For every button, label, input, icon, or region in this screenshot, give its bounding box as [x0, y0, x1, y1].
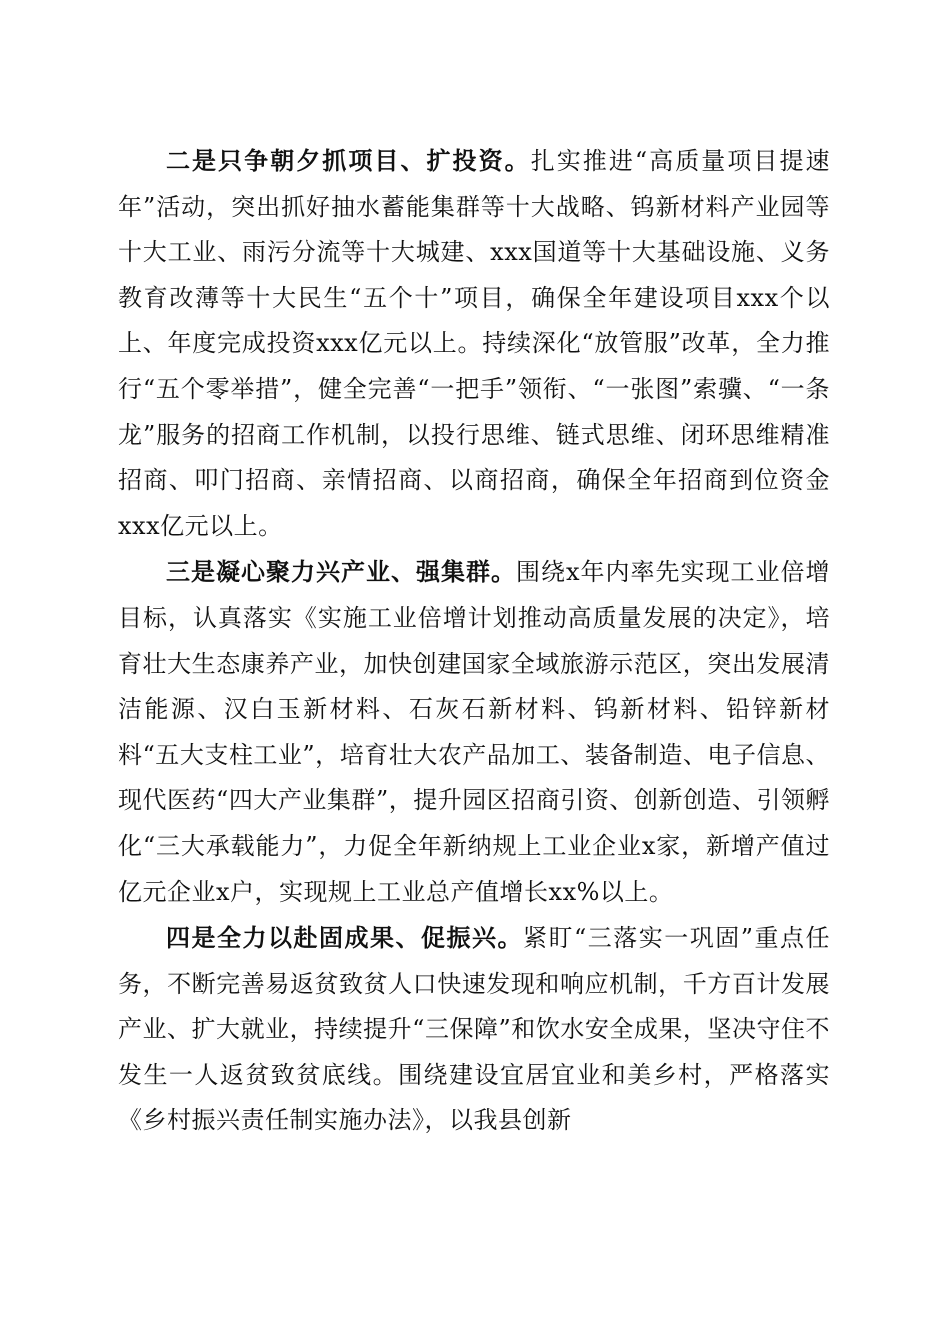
paragraph-industry-clusters	[118, 549, 830, 915]
paragraph-text: 围绕x年内率先实现工业倍增目标，认真落实《实施工业倍增计划推动高质量发展的决定》，培育壮大生态康养产业，加快创建国家全域旅游示范区，突出发展清洁能源、汉白玉新材料、石灰石新材料、钨新材料、铅锌新材料“五大支柱工业”，培育壮大农产品加工、装备制造、电子信息、现代医药“四大产业集群”，提升园区招商引资、创新创造、引领孵化“三大承载能力”，力促全年新纳规上工业企业x家，新增产值过亿元企业x户，实现规上工业总产值增长xx%以上。	[118, 558, 830, 906]
paragraph-text: 紧盯“三落实一巩固”重点任务，不断完善易返贫致贫人口快速发现和响应机制，千方百计发展产业、扩大就业，持续提升“三保障”和饮水安全成果，坚决守住不发生一人返贫致贫底线。围绕建设宜居宜业和美乡村，严格落实《乡村振兴责任制实施办法》，以我县创新	[118, 924, 831, 1135]
paragraph-rural-revitalization	[118, 915, 830, 1144]
paragraph-text: 扎实推进“高质量项目提速年”活动，突出抓好抽水蓄能集群等十大战略、钨新材料产业园等十大工业、雨污分流等十大城建、xxx国道等十大基础设施、义务教育改薄等十大民生“五个十”项目，确保全年建设项目xxx个以上、年度完成投资xxx亿元以上。持续深化“放管服”改革，全力推行“五个零举措”，健全完善“一把手”领衔、“一张图”索骥、“一条龙”服务的招商工作机制，以投行思维、链式思维、闭环思维精准招商、叩门招商、亲情招商、以商招商，确保全年招商到位资金xxx亿元以上。	[118, 147, 830, 540]
paragraph-lead: 四是全力以赴固成果、促振兴。	[166, 923, 523, 953]
paragraph-lead: 三是凝心聚力兴产业、强集群。	[166, 557, 516, 587]
document-body	[118, 138, 830, 1144]
paragraph-lead: 二是只争朝夕抓项目、扩投资。	[166, 146, 531, 175]
paragraph-projects-investment	[118, 138, 830, 549]
